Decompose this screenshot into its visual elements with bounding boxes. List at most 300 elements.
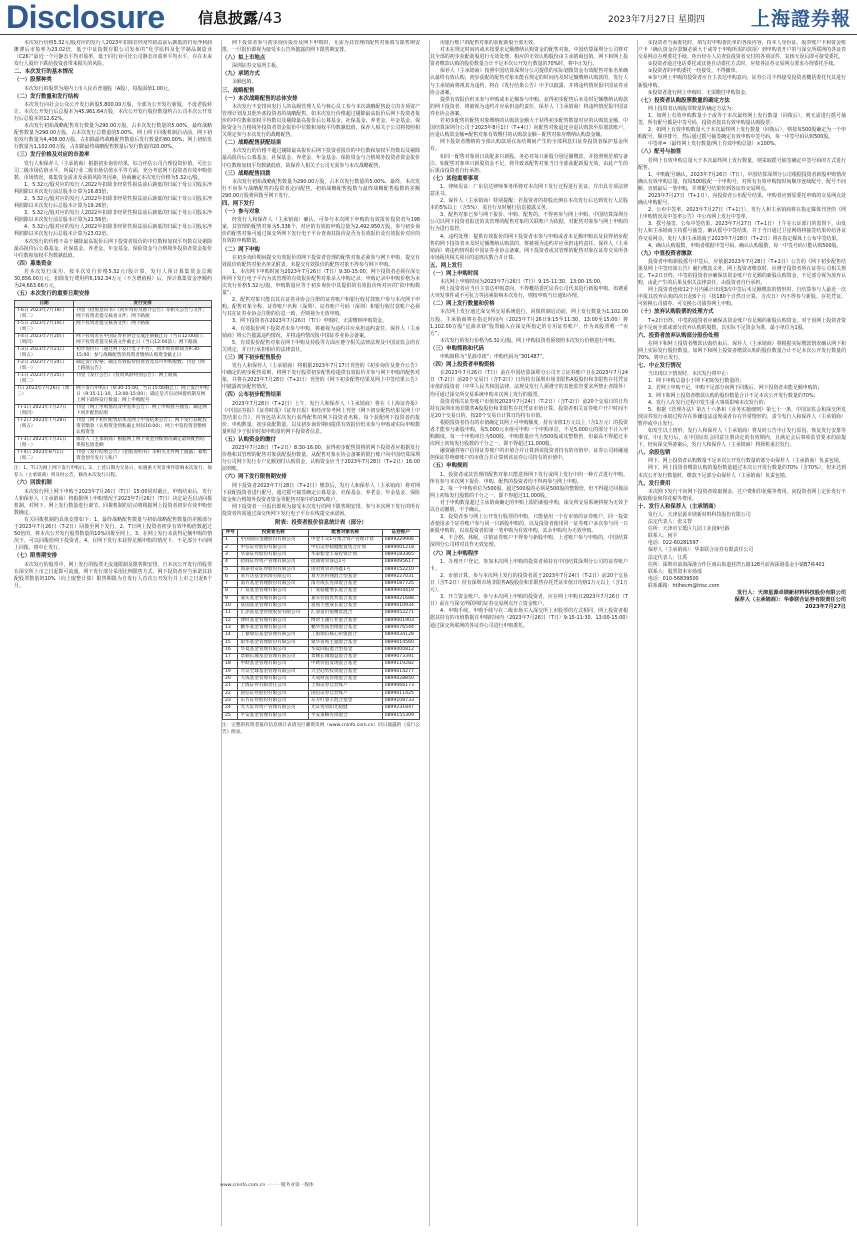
table-row [15,450,212,463]
table-row [223,632,420,639]
table-row [223,617,420,624]
table-row [223,690,420,697]
table-cell: 0899034128 [382,632,419,639]
paragraph: 本次发行网上网下申购于2023年7月26日（T日）15:00同时截止。申购结束后，发行人和保荐人（主承销商）将根据网上申购情况于2023年7月26日（T日）决定是否启动回拨机制，对网下、网上发行数量进行调节。回拨机制的启动将根据网上投资者初步有效申购倍数确定。 [14,488,212,516]
table-row [223,705,420,712]
table-cell: 广发基金管理有限公司 [238,588,309,595]
table-row [15,418,212,437]
table-cell: 0899001903 [382,617,419,624]
table-cell: 国泰君安证券股份有限公司 [238,566,309,573]
subheading: （五）认购资金的缴付 [222,436,276,443]
subheading: （二）发行数量和发行结构 [14,93,79,100]
page-header [0,0,857,35]
subheading: （一）参与对象 [222,209,260,216]
table-cell: 中国国际金融股份有限公司 [238,537,309,544]
table-row [223,581,420,588]
table-cell: 南方基金管理股份有限公司 [238,581,309,588]
schedule-date: T-1日 2023年7月25日（周二） [15,373,74,386]
paragraph: 发行人和保荐人（主承销商）将根据2023年7月17日刊登的《初步询价及推介公告》中确定的初步配售原则，将网下发行股票初步配售给提供有效报价并参与网下申购的配售对象，并将在2023年7月28日（T+2日）刊登的《网下初步配售结果及网上中签结果公告》中披露初步配售情况。 [222,363,420,391]
table-cell: 富国天惠成长混合基金 [308,603,382,610]
issuer-signature: 发行人：天津星源卓镁新材料科技股份有限公司 [737,590,846,597]
paragraph: 若网上有效申购总量大于本次最终网上发行数量，则采取摇号抽签确定中签号码的方式进行配售。 [638,157,846,171]
paragraph: 2、公布中签率。2023年7月27日（T+1日），发行人和主承销商将在指定媒体刊登的《网上申购情况及中签率公告》中公布网上发行中签率。 [638,207,846,221]
table-cell: 0899095617 [382,559,419,566]
table-cell: 中金丰众1号集合资产管理计划 [308,537,382,544]
paragraph: 1、律师见证：广东信达律师事务所将对本次网下发行过程进行见证，并出具专项法律意见书。 [430,183,628,197]
subheading: （三）发行价格及对应的市盈率 [14,152,90,159]
schedule-item: 初步询价日（通过网下发行电子平台），初步询价期间为9:30-15:00；参与战略配售的投资者缴纳认购资金截止日 [74,347,212,360]
paragraph: ②投资者通过电话委托或其他自动委托方式时，应按各证券交易网点要求办理委托手续。 [648,61,839,68]
paragraph: 投资者申购新股摇号中签后，应依据2023年7月28日（T+2日）公告的《网下初步配售结果及网上中签结果公告》履行缴款义务，网上投资者缴款时，应遵守投资者所在证券公司相关规定。T+2日日终，中签的投资者应确保其资金账户有足额的新股认购资金，不足部分视为放弃认购，由此产生的后果及相关法律责任，由投资者自行承担。 [638,258,846,287]
paragraph: 网下投资者缴纳的全部认购款项在冻结期间产生的全部利息归证券投资者保护基金所有。 [430,139,628,153]
table-cell: 嘉实基金管理有限公司 [238,595,309,602]
table-cell: 5 [223,566,238,573]
table-row [223,610,420,617]
sponsor-name: 保荐人（主承销商）：华泰联合证券有限责任公司 [648,547,754,554]
sponsor-rep: 法定代表人：江禹 [648,554,688,561]
heading: 五、网上发行 [430,262,463,269]
heading: 二、本次发行的基本情况 [14,69,74,76]
table-row [223,595,420,602]
schedule-table [14,300,212,463]
paragraph: ①投资者当面委托时，填写好申购委托单的各项内容，持本人身份证、股票账户卡和资金账户卡（确认资金存款额必须大于或等于申购所需的款项）到申购者开户的与深交所联网的各证券交易网点办理委托手续。柜台经办人员查验投资者交付的各项证件，复核无误后即可接受委托。 [638,40,846,61]
paragraph: 网下投资者一旦报价即视为接受本次发行的网下限售期安排。参与本次网下发行的所有投资者均需通过深交所网下发行电子平台在线提交承诺函。 [222,503,420,517]
sponsor-tel: 电话：010-56839500 [648,575,699,582]
section-title [198,7,282,28]
table-cell: 大成基金管理有限公司 [238,676,309,683]
table-cell: 大成财富管理混合基金 [308,676,382,683]
subheading: （五）申购规则 [430,463,468,470]
paragraph: 4、不合格、休眠、注销证券账户不得参与新股申购，上述账户参与申购的，中国结算深圳分公司将对其作无效处理。 [430,535,628,549]
subheading: （七）投资者认购股票数量的确定方法 [638,97,730,104]
heading: 四、网下发行 [222,200,255,207]
paragraph: 投资者相关证券账户市值按2023年7月24日（T-2日）（含T-2日）前20个交易日的日均持有深圳市场非限售A股股份和非限售存托凭证市值计算。投资者相关证券账户开户时间不足20个交易日的，按20个交易日计算日均持有市值。 [430,398,628,419]
table-cell: 0899028850 [382,676,419,683]
table-cell: 0899231847 [382,705,419,712]
table-cell: 0899011425 [382,690,419,697]
table-cell: 中欧价值发现混合基金 [308,661,382,668]
paragraph: T+2日日终，中签的投资者应确保其资金账户有足额的新股认购资金。对于因网上投资者资金不足而全部或部分放弃认购的股数，以实际不足资金为准，最小单位为1股。 [638,317,846,331]
table-cell: 0899155309 [382,712,419,719]
table-row [223,646,420,653]
table-cell: 0899066173 [382,683,419,690]
table-row [15,347,212,360]
table-cell: 华泰紫金丰泰投资计划 [308,551,382,558]
table-row [223,661,420,668]
paragraph: 网上投资者应当自主表达申购意向，不得概括委托证券公司代其进行新股申购。如遇重大突发事件或不可抗力等因素影响本次发行，则按申购当日通知办理。 [430,286,628,300]
table-cell: 0899004419 [382,588,419,595]
table-cell: 鹏华优质治理混合基金 [308,624,382,631]
table-row [223,676,420,683]
table-cell: 20 [223,676,238,683]
subheading: （四）公布初步配售结果 [222,392,282,399]
paragraph: 在网下和网上投资者缴款认购结束后，保荐人（主承销商）将根据实际缴款情况确认网下和网上实际发行股份数量。如网下和网上投资者缴款认购的股份数量合计不足本次公开发行数量的70%，将中止发行。 [638,340,846,362]
paragraph: 4、确认认购股数。申购者根据中签号码，确认认购股数，每一中签号码只能认购500股。 [648,242,842,249]
table-cell: 广发稳健增长混合基金 [308,588,382,595]
list-item: 3、网下和网上投资者缴款认购的股份数量合计不足本次公开发行数量的70%； [648,392,819,399]
subheading: （四）网上投资者申购资格 [430,362,495,369]
paragraph: 本次发行价格5.32元/股对应的发行人2023年扣除非经常性损益前后孰低的归母净利润摊薄后市盈率为23.02倍，低于中证指数有限公司发布的“化学原料及化学制品制造业（C26）”最近一个月静态平均市盈率，低于同行业可比公司静态市盈率平均水平，存在未来发行人股价下跌给投资者带来损失的风险。 [14,40,212,68]
table-cell: 2 [223,544,238,551]
subheading: （一）网上申购时间 [430,271,479,277]
table-cell: 0899010934 [382,603,419,610]
table-row [223,588,420,595]
paragraph: 1、如网上有效申购数量小于或等于本次最终网上发行数量（回拨后），则无需进行摇号抽签，所有配号都是中签号码，投资者按其有效申购量认购股票； [638,112,846,127]
paragraph: 在初步询价期间提交有效报价的网下投资者管理的配售对象必须参与网下申购，提交有效报价的配售对象名单见附表。未提交有效报价的配售对象不得参与网下申购。 [222,254,420,268]
column-1 [14,40,212,1226]
table-row [15,334,212,347]
table-cell: 易方达基金管理有限公司 [238,573,309,580]
paragraph: 3、网下投资者在2023年7月26日（T日）申购时，无需缴纳申购资金。 [232,318,388,325]
column-2 [222,40,420,1226]
investor-table-title: 附表：投资者报价信息统计表（部分） [275,520,367,526]
column-3 [430,40,628,1226]
schedule-date: T+3日 2023年7月31日（周一） [15,437,74,450]
table-cell: 景顺长城基金管理有限公司 [238,654,309,661]
paragraph: 本次发行初始战略配售数量为290.00万股，占本次发行数量的5.00%。最终，本次发行不向参与战略配售的投资者定向配售，初始战略配售股数与最终战略配售股数的差额290.00万股将回拨至网下发行。 [222,178,420,199]
schedule-date: T+4日 2023年8月1日（周二） [15,450,74,463]
paragraph: 经发行人和保荐人（主承销商）确认，可参与本次网下申购的有效报价投资者为198家，其管理的配售对象为5,336个，对应的有效拟申购总量为2,492,950万股。参与初步询价的配售对象可通过深交所网下发行电子平台查询其报价是否为有效报价及有效报价对应的有效拟申购数量。 [222,217,420,245]
table-cell: 12 [223,617,238,624]
table-row [223,683,420,690]
table-cell: 0899152210 [382,566,419,573]
table-cell: 汇添富价值精选混合 [308,610,382,617]
subheading: （八）配号与抽签 [638,149,682,156]
table-cell: 0899014277 [382,668,419,675]
paragraph: 当出现以下情况时，本次发行将中止： [648,371,732,378]
list-item: 5、根据《管理办法》第五十六条和《业务实施细则》第七十一条，中国证监会和深交所发现证券发行承销过程存在涉嫌违法违规或者存在异常情形的，责令发行人和保荐人（主承销商）暂停或中止发行。 [638,406,846,427]
list-item: 4、发行人在发行过程中发生重大事项影响本次发行的； [648,399,769,406]
schedule-date: T-3日 2023年7月21日（周五） [15,347,74,360]
list-item: 3、5.32元/股对应的发行人2022年扣除非经常性损益前后孰低的归属于母公司股东净利润除以本次发行前总股本计算为21.56倍； [14,210,212,224]
subheading: （八）拟上市地点 [222,55,266,62]
table-cell: 上海证券有限责任公司 [238,683,309,690]
table-cell: 中信证券股份有限公司 [238,544,309,551]
paragraph: 根据投资者持有的市值确定其网上可申购额度，持有市值1万元以上（含1万元）的投资者才能参与新股申购，每5,000元市值可申购一个申购单位，不足5,000元的部分不计入申购额度。每一个申购单位为500股，申购数量应当为500股或其整数倍，但最高不得超过本次网上初始发行股数的千分之一，即不得超过11,000股。 [430,419,628,448]
paragraph: 本次发行的价格不高于剔除最高报价后网下投资者报价的中位数和加权平均数以及剔除最高报价后公募基金、社保基金、养老金、年金基金、保险资金与合格境外投资者资金报价中位数和加权平均数孰低值。 [14,238,212,259]
masthead: 上海證券報 [750,8,851,30]
table-row [223,712,420,719]
schedule-item: 刊登《网下初步配售结果及网上中签结果公告》；网下发行获配投资者缴款（认购资金到账截止时间16:00）；网上中签投资者缴纳认购资金 [74,418,212,437]
subheading: （三）战略配售回拨 [222,170,271,177]
subheading: （六）网上申购程序 [430,550,479,557]
table-cell: 平安基金管理有限公司 [238,712,309,719]
paragraph: 3、配售对象已参与网下报价、申购、配售的，不得再参与网上申购。中国结算深圳分公司以网下投资者报送的其管理的配售对象的关联账户为依据，对配售对象参与网上申购的行为进行监控。 [430,212,628,233]
table-cell: 招商证券资产管理有限公司 [238,559,309,566]
schedule-item: 刊登《网上申购情况及中签率公告》；网上申购摇号抽签；确定网下初步配售结果 [74,405,212,418]
table-cell: 4 [223,559,238,566]
investor-header-name: 投资者名称 [238,530,309,537]
table-cell: 25 [223,712,238,719]
paragraph: 4、有效报价网下投资者未参与申购，将被视为违约并应承担违约责任。保荐人（主承销商）将公告披露违约情况，并将违约情况报中国证券业协会备案。 [222,325,420,339]
table-cell: 16 [223,646,238,653]
table-cell: 0899000812 [382,646,419,653]
table-cell: 0899073391 [382,654,419,661]
paragraph: 对未在规定时间内或未按要求足额缴纳认购资金的配售对象，中国结算深圳分公司将对其全部的初步获配新股进行无效处理，相应的无效认购股份由主承销商包销。网下和网上投资者缴款认购的股份数量合计不足本次公开发行数量的70%时，将中止发行。 [430,47,628,68]
heading: 六、投资者放弃认购部分股份处理 [638,332,719,339]
paragraph: 保荐人（主承销商）按照中国结算深圳分公司提供的实际划拨资金有效配售对象名单确认最终有效认购。初步获配的配售对象未能在规定的时间内及时足额缴纳认购款的，发行人与主承销商将视其为违约，将在《发行结果公告》中予以披露，并将违约情况报中国证券业协会备案。 [430,68,628,96]
table-cell: 景顺长城鼎益混合基金 [308,654,382,661]
table-cell: 6 [223,573,238,580]
schedule-item: 网下投资者提交核查文件；网下路演 [74,321,212,334]
paragraph: 1、申购配号确认。2023年7月26日（T日），中国结算深圳分公司根据投资者新股申购情况确认有效申购总量，按每500股配一个申购号，对所有有效申购按时间顺序连续配号，配号不间断，直到最后一笔申购，并将配号结果传到各证券交易网点。 [638,171,846,192]
table-cell: 0899187725 [382,581,419,588]
paragraph: 用银行账户的配售对象的获配新股全部无效。 [440,40,538,46]
subheading: （四）募集资金 [14,260,52,267]
paragraph: 网下、网上投资者认购数量不足本次公开发行数量的部分由保荐人（主承销商）负责包销。 [648,458,844,465]
table-cell: 光大证券资产管理有限公司 [238,705,309,712]
paragraph: 2023年7月27日（T+1日），向投资者公布配号结果。申购者应到原委托申购的交易网点处确认申购配号。 [638,192,846,207]
paragraph: 融资融券客户信用证券账户的市值合并计算到该投资者持有的市值中，证券公司转融通担保证券明细账户的市值合并计算到该证券公司持有的市值中。 [430,448,628,462]
subheading: （六）回拨机制 [14,480,52,487]
table-cell: 0899001218 [382,544,419,551]
paragraph: 有关回拨机制的具体安排如下：1、最终战略配售数量与初始战略配售数量的差额部分于2023年7月26日（T-2日）回拨至网下发行。2、T日网上投资者初步有效申购倍数超过50倍的，将本次公开发行股票数量的10%回拨至网上。3、在网上发行未获得足额申购的情况下，可以回拨给网下投资者。4、在网下发行未获得足额申购的情况下，不足部分不向网上回拨，将中止发行。 [14,516,212,552]
table-row [15,308,212,321]
page-number: /43 [258,9,283,27]
table-cell: 15 [223,639,238,646]
table-cell: 0899119282 [382,661,419,668]
sponsor-address: 住所：深圳市前海深港合作区南山街道桂湾五路128号前海深港基金小镇B7栋401 [648,561,825,568]
list-item: 1、5.32元/股对应的发行人2022年扣除非经常性损益前后孰低的归属于母公司股东净利润除以本次发行前总股本计算为16.83倍； [14,181,212,195]
table-row [15,437,212,450]
subheading: （九）承销方式 [222,71,260,78]
heading: 十、发行人和保荐人（主承销商） [638,503,719,510]
table-cell: 21 [223,683,238,690]
table-row [223,573,420,580]
section-name: 信息披露 [198,9,259,27]
paragraph: 本次网下发行不向网下投资者收取佣金、过户费和印花税等费用。向投资者网上定价发行不收取佣金和印花税等费用。 [638,488,846,502]
table-cell: 13 [223,624,238,631]
paragraph: 深圳证券交易所主板。 [232,63,281,70]
table-cell: 0899014560 [382,639,419,646]
heading: 三、战略配售 [222,87,255,94]
paragraph: 1、本次网下申购时间为2023年7月26日（T日）9:30-15:00。网下投资者必须在深交所网下发行电子平台为其管理的有效报价配售对象录入申购记录。申购记录中申购价格为本次发行价格5.32元/股，申购数量应等于初步询价中其提供的有效报价所对应的“拟申购数量”。 [222,268,420,297]
table-row [223,537,420,544]
table-cell: 19 [223,668,238,675]
paragraph: 网下投资者参与初步询价报价及网下申购时，无需为其管理的配售对象填写限售期安排，一旦报价即视为接受本公告所披露的网下限售期安排。 [222,40,420,54]
table-row [15,386,212,405]
table-row [15,373,212,386]
table-cell: 23 [223,697,238,704]
table-cell: 10 [223,603,238,610]
table-row [223,668,420,675]
paragraph: 如发生以上情形，发行人和保荐人（主承销商）将及时公告中止发行原因、恢复发行安排等事宜。中止发行后，在中国证监会同意注册决定的有效期内，且满足会后事项监管要求的前提下，经向深交所备案后，发行人和保荐人（主承销商）将择机重启发行。 [638,427,846,449]
brand-logo: Disclosure [6,0,165,35]
table-cell: 东方红睿丰混合基金 [308,697,382,704]
table-row [223,654,420,661]
schedule-item: 网下发行申购日（9:30-15:00，当日15:00截止）；网上发行申购日（9:15-11:30，13:00-15:00）；确定是否启动回拨机制及网上网下最终发行数量；网上申购配号 [74,386,212,405]
table-cell: 易方达科翔混合型基金 [308,573,382,580]
paragraph: 对于申购数量超过主承销商确定的申购上限的新股申购，深交所交易系统将视为无效予以自动撤销，不予确认。 [430,499,628,513]
investor-header-no: 序号 [223,530,238,537]
table-cell: 中欧基金管理有限公司 [238,661,309,668]
column-4 [638,40,846,1226]
paragraph: 2、保荐人（主承销商）特别提醒：若投资者的持股比例在本次发行后达到发行人总股本的5%以上（含5%），需自行及时履行信息披露义务。 [430,198,628,212]
table-cell: 南方成长先锋混合基金 [308,581,382,588]
paragraph: 2、如网上有效申购数量大于本次最终网上发行数量（回拨后），则按每500股确定为一个申购配号，顺序排号，然后通过摇号抽签确定有效申购中签号码，每一中签号码认购500股。 [638,127,846,141]
paragraph: 2、每一个申购单位为500股，超过500股的必须是500股的整数倍，但不得超过回拨前网上初始发行股数的千分之一，即不得超过11,000股。 [430,485,628,499]
paragraph: 网上投资者连续12个月内累计出现3次中签后未足额缴款的情形时，自结算参与人最近一次申报其放弃认购的次日起6个月（按180个自然日计算，含次日）内不得参与新股、存托凭证、可转换公司债券、可交换公司债券网上申购。 [638,287,846,308]
table-row [15,321,212,334]
footer-site: www.cninfo.com.cn 一一一服务业第一媒体 [220,1183,314,1188]
issuer-rep: 法定代表人：张义智 [648,519,693,526]
paragraph: 本次发行的股票为境内上市人民币普通股（A股），每股面值1.00元。 [24,85,173,92]
subheading: （二）战略配售获配结果 [222,140,282,147]
schedule-date: T-2日 2023年7月24日（周一） [15,360,74,373]
table-row [223,559,420,566]
paragraph: 本次发行的股票中，网上发行的股票无流通限制及限售期安排，自本次公开发行的股票在深交所上市之日起即可流通。网下发行部分采用比例限售方式，网下投资者应当承诺其获配股票数量的10%（向上取整计算）限售期限为自发行人首次公开发行并上市之日起6个月。 [14,561,212,589]
list-item: 2、5.32元/股对应的发行人2022年扣除非经常性损益前后孰低的归属于母公司股东净利润除以本次发行后总股本计算为19.26倍； [14,195,212,210]
paragraph: 1、投资者或其管理的配售对象只能选择网下发行或网上发行中的一种方式进行申购。所有参与本次网下报价、申购、配售的投资者均不得再参与网上申购。 [430,471,628,485]
table-cell: 14 [223,632,238,639]
paragraph: 提供有效报价但未参与申购或未足额参与申购、获得初步配售后未及时足额缴纳认购款的网下投资者，将被视为违约并应承担违约责任，保荐人（主承销商）将违约情况报中国证券业协会备案。 [430,96,628,117]
paragraph: 发行人和保荐人（主承销商）根据初步询价结果，综合评估公司合理投资价值、可比公司二级市场估值水平、所属行业二级市场估值水平等方面，充分考虑网下投资者有效申购倍数、市场情况、募集资金需求及承销风险等因素，协商确定本次发行价格为5.32元/股。 [14,160,212,181]
schedule-item: 网下投资者在中国证券业协会完成注册截止日（当日12:00前）；网下投资者提交核查文件截止日（当日12:00前）；网下路演 [74,334,212,347]
paragraph: 3、摇号抽签、公布中签结果。2023年7月27日（T+1日）上午在公证部门的监督下，由发行人和主承销商主持摇号抽签，确认摇号中签结果，并于当日通过卫星网络将抽签结果传给各证券交易网点。发行人和主承销商于2023年7月28日（T+2日）将在指定媒体上公布中签结果。 [638,221,846,242]
sponsor-email: 联系邮箱：htlhecm@htsc.com [648,582,720,589]
table-cell: 华泰证券股份有限公司 [238,551,309,558]
schedule-date: T-6日 2023年7月18日（周二） [15,308,74,321]
list-item: 1、网下申购总量小于网下初始发行数量的； [648,378,745,385]
table-cell: 招商资管睿远1号 [308,559,382,566]
schedule-header-item: 发行安排 [74,301,212,308]
issuer-contact: 联系人：何平 [648,533,678,540]
paragraph: 本次发行向社会公众公开发行新股5,800.00万股，全部为公开发行新股，不设老股转让。本次公开发行后总股本为45,961.64万股，本次公开发行股份数量约占公司本次公开发行后总股本的12.62%。 [14,101,212,122]
paragraph: 中签率=（最终网上发行数量/网上有效申购总量）×100%。 [648,141,780,148]
paragraph: 在2023年7月26日（T日）前在中国结算深圳分公司开立证券账户且在2023年7月24日（T-2日）前20个交易日（含T-2日）日均持有深圳市场非限售A股股份和非限售存托凭证市值的投资者（中华人民共和国法律、法规及发行人须遵守的其他监管要求所禁止者除外）均可通过深交所交易系统申购本次网上发行的股票。 [430,370,628,398]
table-cell: 0899021688 [382,595,419,602]
table-cell: 国信证券自营账户 [308,690,382,697]
table-cell: 国信证券股份有限公司 [238,690,309,697]
table-cell: 银华富裕主题混合基金 [308,639,382,646]
subheading: （一）本次战略配售的总体安排 [222,95,298,102]
paragraph: 4、违约处理：提供有效报价的网下投资者未参与申购或者未足额申购以及获得初步配售的网下投资者未及时足额缴纳认购款的，将被视为违约并应承担违约责任。保荐人（主承销商）将违约情况报中国证券业协会备案。网下投资者或其管理的配售对象在证券交易所各市场板块相关项目的违规次数合并计算。 [430,233,628,261]
table-cell: 17 [223,654,238,661]
subheading: （三）网下初步配售股份 [222,354,282,361]
table-row [223,603,420,610]
table-row [223,624,420,631]
schedule-date: T-4日 2023年7月20日（周四） [15,334,74,347]
schedule-note: 注：1、T日为网上网下发行申购日。2、上述日期为交易日，如遇重大突发事件影响本次发行，保荐人（主承销商）将及时公告，修改本次发行日程。 [14,466,212,479]
subheading: （七）其他重要事项 [430,175,479,182]
paragraph: 2、配售对象只能以其在证券业协会注册的证券账户和银行收付款账户参与本次网下申购。配售对象全称、证券账户名称（深圳）、证券账户号码（深圳）和银行收付款账户必须与其在证券业协会注册的信息一致，否则视为无效申购。 [222,297,420,318]
table-cell: 国君资管君得鑫1号 [308,566,382,573]
table-cell: 兴全趋势投资混合基金 [308,668,382,675]
table-cell: 7 [223,581,238,588]
table-cell: 汇添富基金管理股份有限公司 [238,610,309,617]
paragraph: 2023年7月28日（T+2日）上午，发行人和保荐人（主承销商）将在《上海证券报》《中国证券报》《证券时报》《证券日报》和经济参考网上刊登《网下初步配售结果及网上中签结果公告》，内容包括本次发行获得配售的网下投资者名称、每个获配网下投资者的报价、申购数量、初步获配数量，以及初步询价期间提供有效报价但未参与申购或实际申购数量明显少于报价时拟申购量的网下投资者信息。 [222,400,420,435]
heading: 七、中止发行情况 [638,363,682,370]
paragraph: 本次发行初始战略配售发行数量为290.00万股，占本次发行数量的5.00%，最终战略配售数量为290.00万股，占本次发行总数量的5.00%。网上网下回拨机制启动前，网下初始发行数量为4,408.00万股，占扣除最终战略配售数量后发行数量的80.00%；网上初始发行数量为1,102.00万股，占扣除最终战略配售数量后发行数量的20.00%。 [14,123,212,151]
paragraph: 2、市值计算。参与本次网上发行的投资者需于2023年7月24日（T-2日）前20个交易日（含T-2日）持有深圳市场非限售A股股份和非限售存托凭证市值日均值1万元以上（含1万元）。 [430,572,628,594]
sponsor-signature: 保荐人（主承销商）：华泰联合证券有限责任公司 [734,597,846,604]
signature-date: 2023年7月27日 [805,604,846,611]
paragraph: 若初步配售的配售对象缴纳的认购款金额大于获得初步配售数量对应的认购款金额，中国结算深圳分公司于2023年8月1日（T+4日）向配售对象退还应退认购款至原划款账户，应退认购款金额=配售对象有效缴付的认购款金额－配售对象应缴纳认购款金额。 [430,118,628,139]
table-cell: 银华基金管理股份有限公司 [238,639,309,646]
table-cell: 鹏华基金管理有限公司 [238,624,309,631]
paragraph: 本次网上申购时间为2023年7月26日（T日）9:15-11:30、13:00-15:00。 [440,279,605,286]
investor-header-account: 证券账户 [382,530,419,537]
paragraph: 余额包销。 [232,79,257,86]
table-cell: 平安策略先锋混合 [308,712,382,719]
schedule-date: T-5日 2023年7月19日（周三） [15,321,74,334]
table-cell: 11 [223,610,238,617]
subheading: （五）本次发行的重要日期安排 [14,291,90,298]
table-cell: 0899108733 [382,697,419,704]
schedule-date: T+1日 2023年7月27日（周四） [15,405,74,418]
paragraph: 2023年7月28日（T+2日）8:30-16:00，获得初步配售资格的网下投资者应根据发行价格和其管理的配售对象获配股份数量，从配售对象在协会备案的银行账户向中国结算深圳分公司网下发行专户足额划付认购资金，认购资金应当于2023年7月28日（T+2日）16:00前到账。 [222,445,420,473]
table-cell: 22 [223,690,238,697]
table-cell: 上海证券自营账户 [308,683,382,690]
table-cell: 博时主题行业混合基金 [308,617,382,624]
paragraph: 本次发行不安排向发行人的高级管理人员与核心员工参与本次战略配售设立的专项资产管理计划及其他外部投资者的战略配售。如本次发行价格超过剔除最高报价后网下投资者报价的中位数和加权平均数以及剔除最高报价后公募基金、社保基金、养老金、年金基金、保险资金与合格境外投资者资金报价中位数和加权平均数孰低值，保荐人相关子公司将按照相关规定参与本次发行的战略配售。 [222,103,420,139]
table-cell: 1 [223,537,238,544]
list-item: 4、5.32元/股对应的发行人2022年扣除非经常性损益前后孰低的归属于母公司股东净利润除以本次发行后总股本计算为23.02倍。 [14,224,212,238]
paragraph: ⑤投资者进行网上申购时，无需缴付申购资金。 [648,89,751,96]
subheading: （二）网上发行数量和价格 [430,301,495,308]
schedule-item: 刊登《发行公告》《投资风险特别公告》；网上路演 [74,373,212,386]
article-body [14,40,848,1226]
paragraph: 网下投资者2023年7月28日（T+2日）缴款后，发行人和保荐人（主承销商）将对网下获配投资者进行配号，通过摇号抽签确定公募基金、社保基金、养老金、年金基金、保险资金和合格境外投资者资金等配售对象中的10%账户。 [222,482,420,503]
footnote: 注：完整的投资者报价信息统计表请见巨潮资讯网（www.cninfo.com.cn）同日披露的《发行公告》附表。 [222,722,420,735]
table-cell: 中信证券稳健配置集合计划 [308,544,382,551]
table-cell: 9 [223,595,238,602]
table-row [15,360,212,373]
table-cell: 博时基金管理有限公司 [238,617,309,624]
paragraph: 5、有效报价配售对象在网下申购及持股等方面应遵守相关法律法规及中国证监会的有关规定，并自行承担相应的法律责任。 [222,339,420,353]
issuer-tel: 电话：022-60281597 [648,540,699,547]
table-row [223,566,420,573]
subheading: （九）中签投资者缴款 [638,250,692,257]
paragraph: 4、申购手续。申购手续与在二级市场买入深交所上市股票的方式相同，网上投资者根据其持有的市值数据在申购时间内（2023年7月26日（T日）9:15-11:30、13:00-15:00）通过深交所联网的各证券公司进行申购委托。 [430,608,628,629]
paragraph: 申购简称为“星源卓镁”；申购代码为“301487”。 [440,354,548,361]
issuer-name: 发行人：天津星源卓镁新材料科技股份有限公司 [648,512,751,518]
table-cell: 18 [223,661,238,668]
subheading: （一）股票种类 [14,77,52,84]
issuer-address: 住所：天津市宝坻区九园工业园9号路 [648,526,730,533]
table-cell: 华夏回报混合型基金 [308,646,382,653]
list-item: 2、若网上申购不足，申购不足部分向网下回拨后，网下投资者未能足额申购的； [648,385,823,392]
table-cell: 8 [223,588,238,595]
table-cell: 富国基金管理有限公司 [238,603,309,610]
table-row [223,697,420,704]
table-row [15,405,212,418]
paragraph: ④参与网上申购的投资者应自主表达申购意向，证券公司不得接受投资者概括委托代其进行新股申购。 [638,75,846,89]
issue-date: 2023年7月27日 星期四 [608,15,705,25]
table-cell: 0899229906 [382,537,419,544]
schedule-item: 确定发行价格；确定有效报价投资者及其可申购股数；刊登《网上路演公告》 [74,360,212,373]
schedule-item: 刊登《招股意向书》《初步询价及推介公告》等相关公告与文件；网下投资者提交核查文件；网下路演 [74,308,212,321]
table-cell: 3 [223,551,238,558]
schedule-item: 保荐人（主承销商）根据网上网下资金到账情况确定最终配售结果和包销金额 [74,437,212,450]
sponsor-contact: 联系人：股票资本市场部 [648,568,702,575]
paragraph: 本次发行的发行价格为5.32元/股。网上申购投资者须按照本次发行价格进行申购。 [440,337,619,344]
investor-table [222,529,420,720]
table-cell: 东方证券股份有限公司 [238,697,309,704]
table-cell: 0899076544 [382,624,419,631]
paragraph: 1、办理开户登记。参加本次网上申购的投资者须持有中国结算深圳分公司的证券账户卡。 [430,558,628,572]
table-row [223,551,420,558]
paragraph: 本次发行的价格不超过剔除最高报价后网下投资者报价的中位数和加权平均数以及剔除最高报价后公募基金、社保基金、养老金、年金基金、保险资金与合格境外投资者资金报价中位数和加权平均数孰低值，故保荐人相关子公司无需参与本次战略配售。 [222,148,420,169]
heading: 九、发行费用 [638,480,671,487]
heading: 八、余股包销 [638,450,671,457]
schedule-date: T+2日 2023年7月28日（周五） [15,418,74,437]
paragraph: 若本次发行成功，按本次发行价格5.32元/股计算，发行人预计募集资金总额30,856.00万元，扣除发行费用约6,192.34万元（不含增值税）后，预计募集资金净额约为24,663.66万元。 [14,268,212,290]
subheading: （七）限售期安排 [14,553,58,560]
paragraph: 网上投资者认购股票数量的确定方法为： [648,105,737,112]
investor-header-product: 配售对象名称 [308,530,382,537]
schedule-item: 刊登《发行结果公告》《招股说明书》等相关文件网上披露；募集资金划至发行人账户 [74,450,212,463]
